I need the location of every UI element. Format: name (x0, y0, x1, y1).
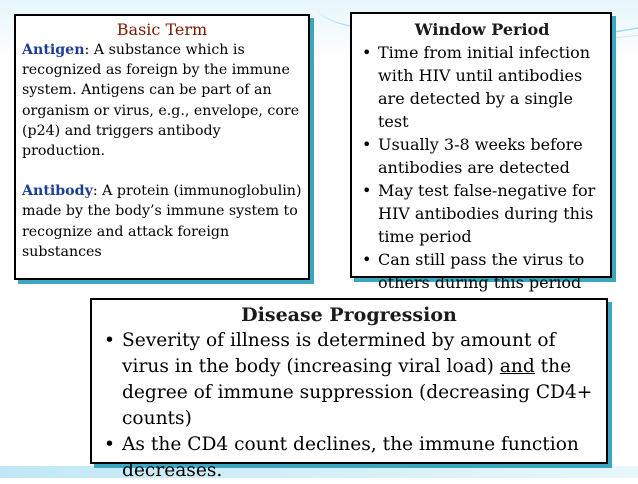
bullet-icon: • (362, 43, 372, 62)
list-item (360, 248, 604, 294)
disease-progression-box (90, 298, 608, 481)
list-item-text: Usually 3-8 weeks before antibodies are detected (378, 135, 583, 177)
bullet-icon: • (362, 250, 372, 269)
basic-term-title: Basic Term (116, 20, 208, 39)
antigen-term: Antigen (22, 42, 85, 58)
list-item (360, 41, 604, 133)
list-item (360, 179, 604, 248)
underlined-and: and (499, 356, 535, 377)
cd4-decline-text: As the CD4 count declines, the immune function decreases. (122, 434, 579, 481)
disease-progression-list (102, 328, 596, 484)
paragraph-gap (22, 161, 302, 181)
antibody-definition (22, 181, 302, 262)
window-period-box (350, 12, 612, 292)
list-item-text: Time from initial infection with HIV until antibodies are detected by a single test (378, 43, 591, 131)
list-item-text: Can still pass the virus to others during this period (378, 250, 585, 292)
basic-term-box (14, 14, 310, 280)
list-item (360, 133, 604, 179)
antigen-definition (22, 40, 302, 161)
list-item-text: May test false-negative for HIV antibodies during this time period (378, 181, 596, 246)
antigen-text: : A substance which is recognized as foreign by the immune system. Antigens can be part of an organism or virus, e.g., envelope, core (p24) and triggers antibody production. (22, 42, 300, 160)
antibody-text: : A protein (immunoglobulin) made by the body’s immune system to recognize and attack foreign substances (22, 183, 302, 260)
bullet-icon: • (362, 181, 372, 200)
list-item (102, 328, 596, 432)
severity-text-part1: Severity of illness is determined by amount of virus in the body (increasing viral load) (122, 330, 556, 377)
list-item (102, 432, 596, 484)
bullet-icon: • (362, 135, 372, 154)
bullet-icon: • (104, 330, 115, 351)
bullet-icon: • (104, 434, 115, 455)
window-period-title: Window Period (414, 20, 550, 39)
window-period-list (360, 41, 604, 294)
disease-progression-title: Disease Progression (241, 304, 457, 326)
severity-text-part2: the degree of immune suppression (decreasing CD4+ counts) (122, 356, 593, 429)
antibody-term: Antibody (22, 183, 93, 200)
